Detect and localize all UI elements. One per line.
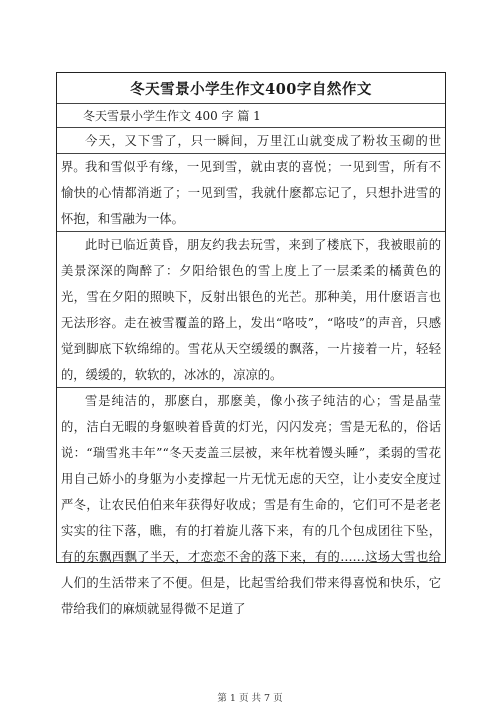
page-number: 第 1 页 共 7 页 <box>217 693 283 704</box>
paragraph-3: 此时已临近黄昏，朋友约我去玩雪，来到了楼底下，我被眼前的美景深深的陶醉了：夕阳给银色的雪上度上了一层柔柔的橘黄色的光，雪在夕阳的照映下，反射出银色的光芒。那种美，用什麽语言也无法形容。走在被雪覆盖的路上，发出“咯吱”，“咯吱”的声音，只感觉到脚底下软绵绵的。雪花从天空缓缓的飘落，一片接着一片，轻轻的，缓缓的，软软的，冰冰的，凉凉的。 <box>57 231 445 387</box>
document-title: 冬天雪景小学生作文400字自然作文 <box>130 80 372 98</box>
paragraph-4: 雪是纯洁的，那麽白，那麽美，像小孩子纯洁的心；雪是晶莹的，洁白无暇的身躯映着昏黄的灯光，闪闪发亮；雪是无私的，俗话说：“瑞雪兆丰年”“冬天麦盖三层被，来年枕着馒头睡”，柔弱的雪花用自己娇小的身躯为小麦撑起一片无忧无虑的天空，让小麦安全度过严冬，让农民伯伯来年获得好收成；雪是有生命的，它们可不是老老实实的往下落，瞧，有的打着旋儿落下来，有的几个包成团往下坠，有的东飘西飘了半天，才恋恋不舍的落下来，有的……这场大雪也给人们的生活带来了不便。但是，比起雪给我们带来得喜悦和快乐，它带给我们的麻烦就显得微不足道了 <box>57 387 445 562</box>
essay-table <box>56 72 446 616</box>
paragraph-1: 今天，又下雪了，只一瞬间，万里江山就变成了粉妆玉砌的世界。 <box>57 127 445 153</box>
paragraph-2: 我和雪似乎有缘，一见到雪，就由衷的喜悦；一见到雪，所有不愉快的心情都消逝了；一见到雪，我就什麽都忘记了，只想扑进雪的怀抱，和雪融为一体。 <box>57 153 445 231</box>
essay-subtitle: 冬天雪景小学生作文 400 字 篇 1 <box>57 103 445 127</box>
